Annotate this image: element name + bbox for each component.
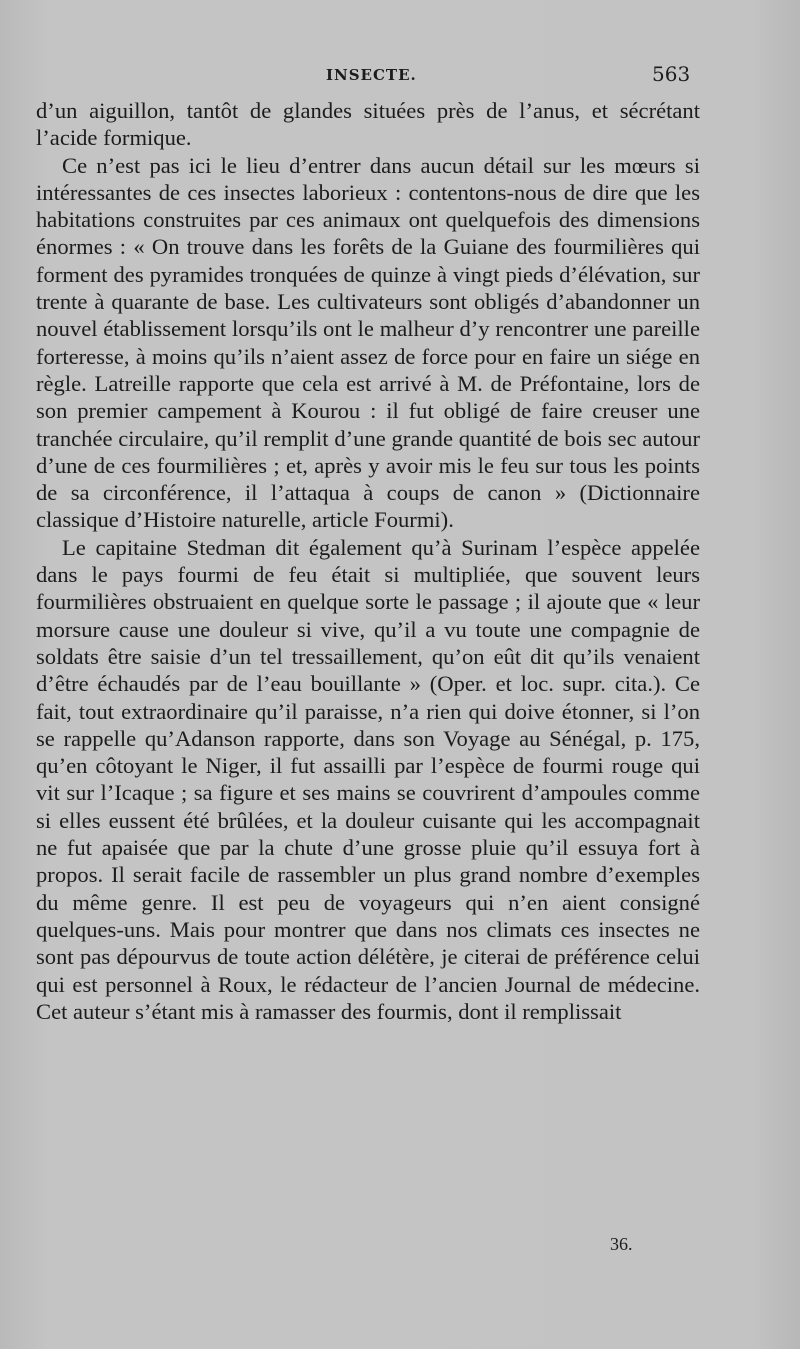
page-number: 563 [652, 62, 691, 86]
paragraph-stedman: Le capitaine Stedman dit également qu’à Surinam l’espèce appelée dans le pays fourmi de feu était si multipliée, que souvent leurs fourmilières obstruaient en quelque sorte le passage ; il ajoute que « leur morsure cause une douleur si vive, qu’il a vu toute une compagnie de soldats être saisie d’un tel tressaillement, qu’on eût dit qu’ils venaient d’être échaudés par de l’eau bouillante » (Oper. et loc. supr. cita.). Ce fait, tout extraordinaire qu’il paraisse, n’a rien qui doive étonner, si l’on se rappelle qu’Adanson rapporte, dans son Voyage au Sénégal, p. 175, qu’en côtoyant le Niger, il fut assailli par l’espèce de fourmi rouge qui vit sur l’Icaque ; sa figure et ses mains se couvrirent d’ampoules comme si elles eussent été brûlées, et la douleur cuisante qui les accompagnait ne fut apaisée que par la chute d’une grosse pluie qu’il essuya fort à propos. Il serait facile de rassembler un plus grand nombre d’exemples du même genre. Il est peu de voyageurs qui n’en aient consigné quelques-uns. Mais pour montrer que dans nos climats ces insectes ne sont pas dépourvus de toute action délétère, je citerai de préférence celui qui est personnel à Roux, le rédacteur de l’ancien Journal de médecine. Cet auteur s’étant mis à ramasser des fourmis, dont il remplissait [36, 534, 700, 1024]
paragraph-fourmilieres: Ce n’est pas ici le lieu d’entrer dans aucun détail sur les mœurs si intéressantes de ces insectes laborieux : contentons-nous de dire que les habitations construites par ces animaux ont quelquefois des dimensions énormes : « On trouve dans les forêts de la Guiane des fourmilières qui forment des pyramides tronquées de quinze à vingt pieds d’élévation, sur trente à quarante de base. Les cultivateurs sont obligés d’abandonner un nouvel établissement lorsqu’ils ont le malheur d’y rencontrer une pareille forteresse, à moins qu’ils n’aient assez de force pour en faire un siége en règle. Latreille rapporte que cela est arrivé à M. de Préfontaine, lors de son premier campement à Kourou : il fut obligé de faire creuser une tranchée circulaire, qu’il remplit d’une grande quantité de bois sec autour d’une de ces fourmilières ; et, après y avoir mis le feu sur tous les points de sa circonférence, il l’attaqua à coups de canon » (Dictionnaire classique d’Histoire naturelle, article Fourmi). [36, 152, 700, 533]
running-head: INSECTE. [326, 66, 417, 84]
signature-mark: 36. [610, 1234, 633, 1254]
body-text [36, 97, 700, 1025]
page-header [0, 62, 800, 92]
paragraph-continuation: d’un aiguillon, tantôt de glandes situées près de l’anus, et sécrétant l’acide formique. [36, 98, 700, 151]
